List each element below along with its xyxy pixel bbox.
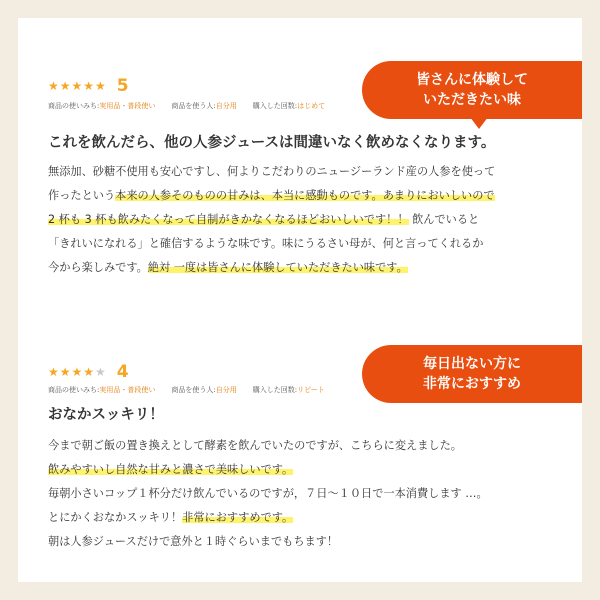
- badge-line-1: 毎日出ない方に: [423, 356, 521, 372]
- callout-badge: [362, 345, 582, 403]
- count-value: リピート: [297, 386, 325, 394]
- body-line: [48, 458, 568, 482]
- badge-tail: [470, 117, 488, 129]
- reviews-card: [18, 18, 582, 582]
- review-meta: [48, 101, 341, 111]
- highlight: 2 杯も 3 杯も飲みたくなって自制がきかなくなるほどおいしいです！！: [48, 213, 409, 226]
- usage-value: 実用品・普段使い: [99, 102, 156, 110]
- star-rating-icon: ★★★★★: [48, 79, 107, 93]
- body-line: 今から楽しみです。絶対 一度は皆さんに体験していただきたい味です。: [48, 261, 408, 274]
- usage-label: 商品の使いみち:: [48, 386, 100, 394]
- count-label: 購入した回数:: [252, 102, 298, 110]
- user-label: 商品を使う人:: [171, 102, 216, 110]
- count-value: はじめて: [297, 102, 326, 110]
- rating-row: [48, 362, 129, 382]
- body-line: 2 杯も 3 杯も飲みたくなって自制がきかなくなるほどおいしいです！！ 飲んでいると: [48, 213, 480, 226]
- rating-row: [48, 76, 129, 96]
- callout-badge: [362, 61, 582, 119]
- rating-score: 4: [116, 362, 129, 382]
- body-line: 作ったという本来の人参そのものの甘みは、本当に感動ものです。あまりにおいしいので: [48, 189, 495, 202]
- usage-label: 商品の使いみち:: [48, 102, 100, 110]
- badge-line-2: いただきたい味: [423, 92, 521, 108]
- body-line: 無添加、砂糖不使用も安心ですし、何よりこだわりのニュージーランド産の人参を使って: [48, 165, 496, 178]
- review-headline: おなかスッキリ！: [48, 407, 164, 423]
- review-meta: [48, 385, 341, 395]
- count-label: 購入した回数:: [252, 386, 298, 394]
- review-1: [18, 18, 582, 308]
- body-line: とにかくおなかスッキリ！非常におすすめです。: [48, 511, 294, 524]
- highlight: 非常におすすめです。: [182, 511, 294, 524]
- highlight: 本来の人参そのものの甘みは、本当に感動ものです。あまりにおいしいので: [115, 189, 495, 202]
- body-line: 毎朝小さいコップ１杯分だけ飲んでいるのですが，７日～１０日で一本消費します …。: [48, 487, 488, 500]
- star-rating-icon: ★★★★★: [48, 365, 107, 379]
- review-body: [48, 434, 568, 554]
- review-2: [18, 308, 582, 582]
- user-value: 自分用: [215, 102, 237, 110]
- usage-value: 実用品・普段使い: [99, 386, 156, 394]
- highlight: 飲みやすいし自然な甘みと濃さで美味しいです。: [48, 463, 294, 476]
- highlight: 絶対 一度は皆さんに体験していただきたい味です。: [147, 261, 408, 274]
- review-headline: これを飲んだら、他の人参ジュースは間違いなく飲めなくなります。: [48, 135, 496, 151]
- body-line: 朝は人参ジュースだけで意外と１時ぐらいまでもちます！: [48, 535, 339, 548]
- rating-score: 5: [116, 76, 129, 96]
- badge-line-2: 非常におすすめ: [422, 376, 522, 392]
- user-value: 自分用: [215, 386, 237, 394]
- body-line: 「きれいになれる」と確信するような味です。味にうるさい母が、何と言ってくれるか: [48, 237, 484, 250]
- body-line: 今まで朝ご飯の置き換えとして酵素を飲んでいたのですが、こちらに変えました。: [48, 439, 462, 452]
- user-label: 商品を使う人:: [171, 386, 216, 394]
- badge-line-1: 皆さんに体験して: [416, 72, 528, 88]
- review-body: [48, 160, 568, 280]
